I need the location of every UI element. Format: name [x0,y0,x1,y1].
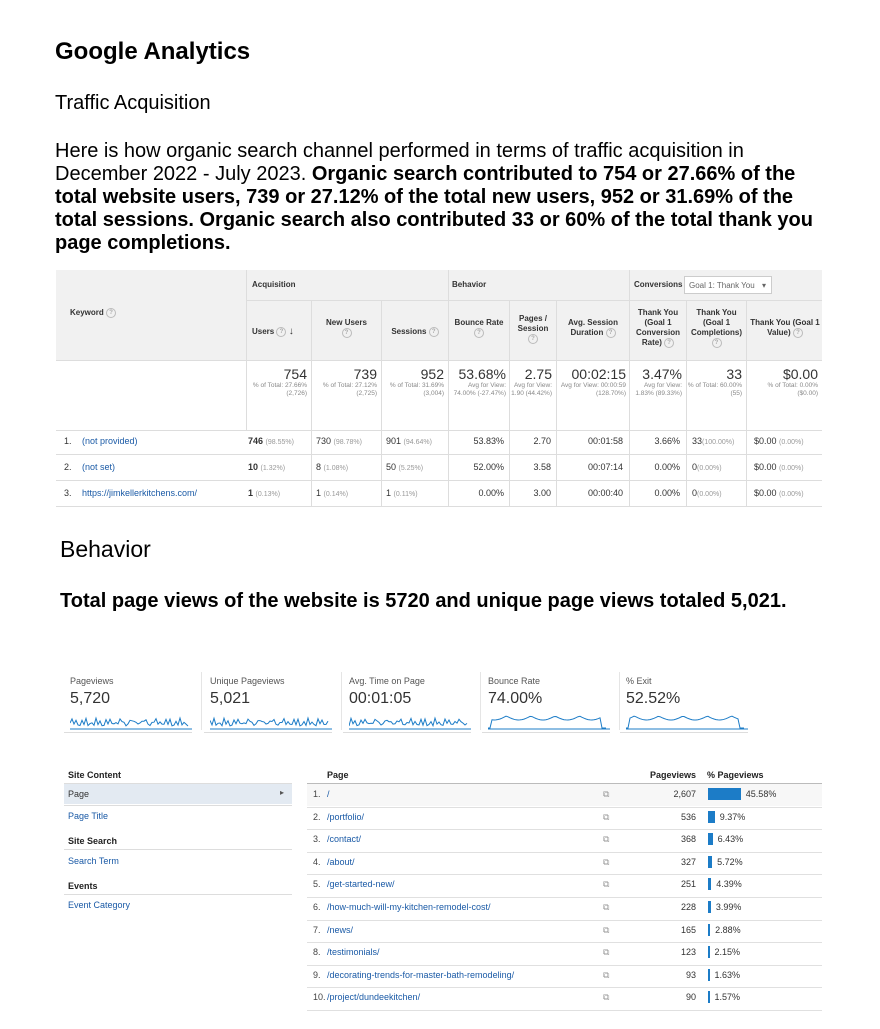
pageviews-percent: 2.15% [714,947,741,958]
sparkline [210,710,332,730]
help-icon: ? [342,328,352,338]
sparkline [488,710,610,730]
pageviews-bar [708,901,711,913]
total-bounce-rate: 53.68% Avg for View: 74.00% (-27.47%) [453,366,506,397]
sparkline [626,710,748,730]
sparkline [349,710,471,730]
cell-new-users: 730 (98.78%) [316,436,362,446]
page-path-link[interactable]: /about/ [327,856,355,867]
col-bounce-rate[interactable]: Bounce Rate ? [454,318,504,336]
metric-label: Avg. Time on Page [349,676,425,686]
table-row [307,874,822,896]
table-row [307,807,822,829]
total-users: 754 % of Total: 27.66% (2,726) [252,366,307,397]
pageviews-value: 90 [685,992,696,1003]
col-goal-value[interactable]: Thank You (Goal 1 Value) ? [750,318,820,338]
keyword-link[interactable]: (not provided) [82,436,138,446]
metric-card[interactable] [343,672,471,733]
help-icon: ? [106,308,116,318]
help-icon: ? [712,338,722,348]
metric-value: 00:01:05 [349,690,412,707]
behavior-paragraph: Total page views of the website is 5720 and unique page views totaled 5,021. [60,590,787,612]
nav-item-page-title[interactable]: Page Title [68,811,109,821]
nav-item-event-category[interactable]: Event Category [68,900,131,910]
pageviews-value: 165 [680,924,696,935]
cell-bounce-rate: 52.00% [473,462,504,472]
page-path-link[interactable]: /get-started-new/ [327,879,395,890]
pageviews-bar [708,924,710,936]
pageviews-value: 123 [680,947,696,958]
help-icon: ? [474,328,484,338]
cell-users: 1 (0.13%) [248,488,281,498]
external-link-icon[interactable]: ⧉ [603,947,610,958]
keyword-link[interactable]: https://jimkellerkitchens.com/ [82,488,198,498]
pageviews-bar [708,969,710,981]
nav-item-search-term[interactable]: Search Term [68,856,119,866]
cell-conversion-rate: 0.00% [654,462,680,472]
acquisition-table [56,270,822,508]
pageviews-value: 228 [680,902,696,912]
site-content-nav [64,765,292,915]
cell-pages-session: 3.58 [533,462,551,472]
total-value: $0.00 % of Total: 0.00% ($0.00) [767,366,818,397]
cell-completions: 0(0.00%) [692,462,722,472]
pageviews-value: 368 [680,834,696,845]
cell-conversion-rate: 0.00% [654,488,680,498]
metric-value: 5,021 [210,690,251,707]
table-row [307,784,822,806]
table-row [307,897,822,919]
external-link-icon[interactable]: ⧉ [603,879,610,890]
col-goal-conversion-rate[interactable]: Thank You (Goal 1 Conversion Rate) ? [635,308,680,348]
row-number: 5. [313,879,321,890]
row-number: 6. [313,902,321,912]
cell-pages-session: 3.00 [533,488,551,498]
nav-item-page[interactable]: Page [68,789,90,799]
external-link-icon[interactable]: ⧉ [603,992,610,1003]
pageviews-bar [708,788,741,800]
external-link-icon[interactable]: ⧉ [603,789,610,799]
help-icon: ? [429,327,439,337]
pageviews-percent: 45.58% [745,789,777,799]
pageviews-percent: 1.63% [714,969,741,980]
pageviews-bar [708,811,715,823]
pageviews-value: 327 [680,856,696,867]
cell-users: 10 (1.32%) [248,462,286,472]
external-link-icon[interactable]: ⧉ [603,834,610,845]
col-keyword[interactable]: Keyword ? [70,308,116,318]
nav-section-site-search: Site Search [68,836,118,846]
cell-completions: 33(100.00%) [692,436,735,446]
page-path-link[interactable]: /project/dundeekitchen/ [327,992,421,1003]
pageviews-percent: 6.43% [717,834,744,845]
group-behavior: Behavior [452,280,487,289]
cell-sessions: 901 (94.64%) [386,436,432,446]
goal-select-value: Goal 1: Thank You [689,281,755,290]
col-new-users[interactable]: New Users ? [326,318,367,336]
table-row [307,987,822,1009]
page-path-link[interactable]: / [327,789,330,799]
nav-section-events: Events [68,881,98,891]
group-acquisition: Acquisition [252,280,296,289]
row-number: 3. [313,834,321,845]
pageviews-value: 536 [680,811,696,822]
help-icon: ? [664,338,674,348]
pageviews-bar [708,946,710,958]
sparkline [70,710,192,730]
col-goal-completions[interactable]: Thank You (Goal 1 Completions) ? [690,308,743,346]
row-number: 4. [313,856,321,867]
page-title: Google Analytics [55,38,251,65]
keyword-link[interactable]: (not set) [82,462,116,472]
row-number: 1. [64,436,72,446]
col-pageviews[interactable]: Pageviews [649,770,696,780]
sort-arrow-icon: ↓ [288,326,294,338]
cell-bounce-rate: 53.83% [473,436,504,446]
pageviews-value: 93 [685,969,696,980]
pageviews-percent: 9.37% [719,811,746,822]
group-conversions: Conversions [634,280,683,289]
metric-card[interactable] [620,672,748,733]
total-completions: 33 % of Total: 60.00% (55) [687,366,742,397]
row-number: 9. [313,969,321,980]
chevron-down-icon: ▾ [761,281,766,290]
section-title-traffic-acquisition: Traffic Acquisition [55,92,211,114]
page-path-link[interactable]: /how-much-will-my-kitchen-remodel-cost/ [327,902,491,912]
total-pages-session: 2.75 Avg for View: 1.90 (44.42%) [511,366,552,397]
pageviews-value: 251 [680,879,696,890]
goal-select[interactable] [684,276,772,294]
intro-normal-text: Here is how organic search channel performed in terms of traffic acquisition in December 2022 - July 2023. [55,140,744,185]
pageviews-percent: 5.72% [717,856,743,867]
row-number: 8. [313,947,321,958]
row-number: 1. [313,789,321,799]
pageviews-bar [708,856,712,868]
external-link-icon[interactable]: ⧉ [603,902,610,912]
row-number: 2. [313,811,321,822]
cell-users: 746 (98.55%) [248,436,294,446]
cell-sessions: 1 (0.11%) [386,488,418,498]
total-conversion-rate: 3.47% Avg for View: 1.83% (89.33%) [635,366,682,397]
row-number: 2. [64,462,72,472]
table-row [307,852,822,874]
page-path-link[interactable]: /testimonials/ [327,947,380,958]
help-icon: ? [528,334,538,344]
help-icon: ? [793,328,803,338]
nav-item-page-selected-bg [64,784,292,804]
external-link-icon[interactable]: ⧉ [603,969,610,980]
pageviews-bar [708,878,711,890]
metric-label: Pageviews [70,676,114,686]
pageviews-percent: 4.39% [716,879,742,890]
cell-sessions: 50 (5.25%) [386,462,424,472]
col-sessions[interactable]: Sessions ? [382,327,448,337]
cell-conversion-rate: 3.66% [654,436,680,446]
pages-table [307,765,822,1011]
pageviews-percent: 1.57% [714,992,741,1003]
page-path-link[interactable]: /decorating-trends-for-master-bath-remodeling/ [327,969,515,980]
chevron-right-icon: ▸ [280,788,285,797]
pageviews-value: 2,607 [673,789,696,799]
col-pages-session[interactable]: Pages / Session ? [517,314,549,342]
metric-card[interactable] [204,672,332,733]
total-new-users: 739 % of Total: 27.12% (2,725) [322,366,377,397]
row-number: 3. [64,488,72,498]
cell-pages-session: 2.70 [533,436,551,446]
external-link-icon[interactable]: ⧉ [603,856,610,867]
pageviews-bar [708,991,710,1003]
metric-cards [64,672,764,734]
intro-bold-text: Organic search contributed to 754 or 27.66% of the total website users, 739 or 27.12% of the total new users, 952 or 31.69% of the total sessions. Organic search also contributed 33 or 60% of the total thank you page completions. [55,163,813,254]
cell-value: $0.00 (0.00%) [754,462,804,472]
metric-card[interactable] [482,672,610,733]
pageviews-percent: 2.88% [715,924,741,935]
metric-value: 5,720 [70,690,111,707]
cell-duration: 00:00:40 [587,488,623,498]
col-avg-session-duration[interactable]: Avg. Session Duration ? [568,318,618,338]
metric-label: Unique Pageviews [210,676,285,686]
metric-value: 52.52% [626,690,681,707]
col-page[interactable]: Page [327,770,349,780]
table-row [307,965,822,987]
page-path-link[interactable]: /portfolio/ [327,811,365,822]
cell-duration: 00:01:58 [587,436,623,446]
row-number: 7. [313,924,321,935]
total-avg-duration: 00:02:15 Avg for View: 00:00:59 (128.70%) [560,366,626,397]
row-number: 10. [313,992,326,1003]
external-link-icon[interactable]: ⧉ [603,924,610,935]
cell-new-users: 8 (1.08%) [316,462,349,472]
col-users[interactable]: Users ? ↓ [252,326,294,338]
page-path-link[interactable]: /contact/ [327,834,362,845]
metric-value: 74.00% [488,690,543,707]
cell-new-users: 1 (0.14%) [316,488,349,498]
cell-duration: 00:07:14 [587,462,623,472]
cell-value: $0.00 (0.00%) [754,436,804,446]
pageviews-percent: 3.99% [715,902,742,912]
page-path-link[interactable]: /news/ [327,924,354,935]
help-icon: ? [606,328,616,338]
table-row [307,829,822,851]
section-title-behavior: Behavior [60,536,151,562]
cell-bounce-rate: 0.00% [478,488,504,498]
metric-label: % Exit [626,676,652,686]
external-link-icon[interactable]: ⧉ [603,811,610,822]
pageviews-bar [708,833,713,845]
metric-label: Bounce Rate [488,676,541,686]
col-pct-pageviews[interactable]: % Pageviews [707,770,764,780]
table-row [307,920,822,942]
help-icon: ? [276,327,286,337]
total-sessions: 952 % of Total: 31.69% (3,004) [389,366,444,397]
cell-value: $0.00 (0.00%) [754,488,804,498]
intro-paragraph [55,140,835,255]
nav-section-site-content: Site Content [68,770,121,780]
table-row [307,942,822,964]
metric-card[interactable] [64,672,192,733]
cell-completions: 0(0.00%) [692,488,722,498]
